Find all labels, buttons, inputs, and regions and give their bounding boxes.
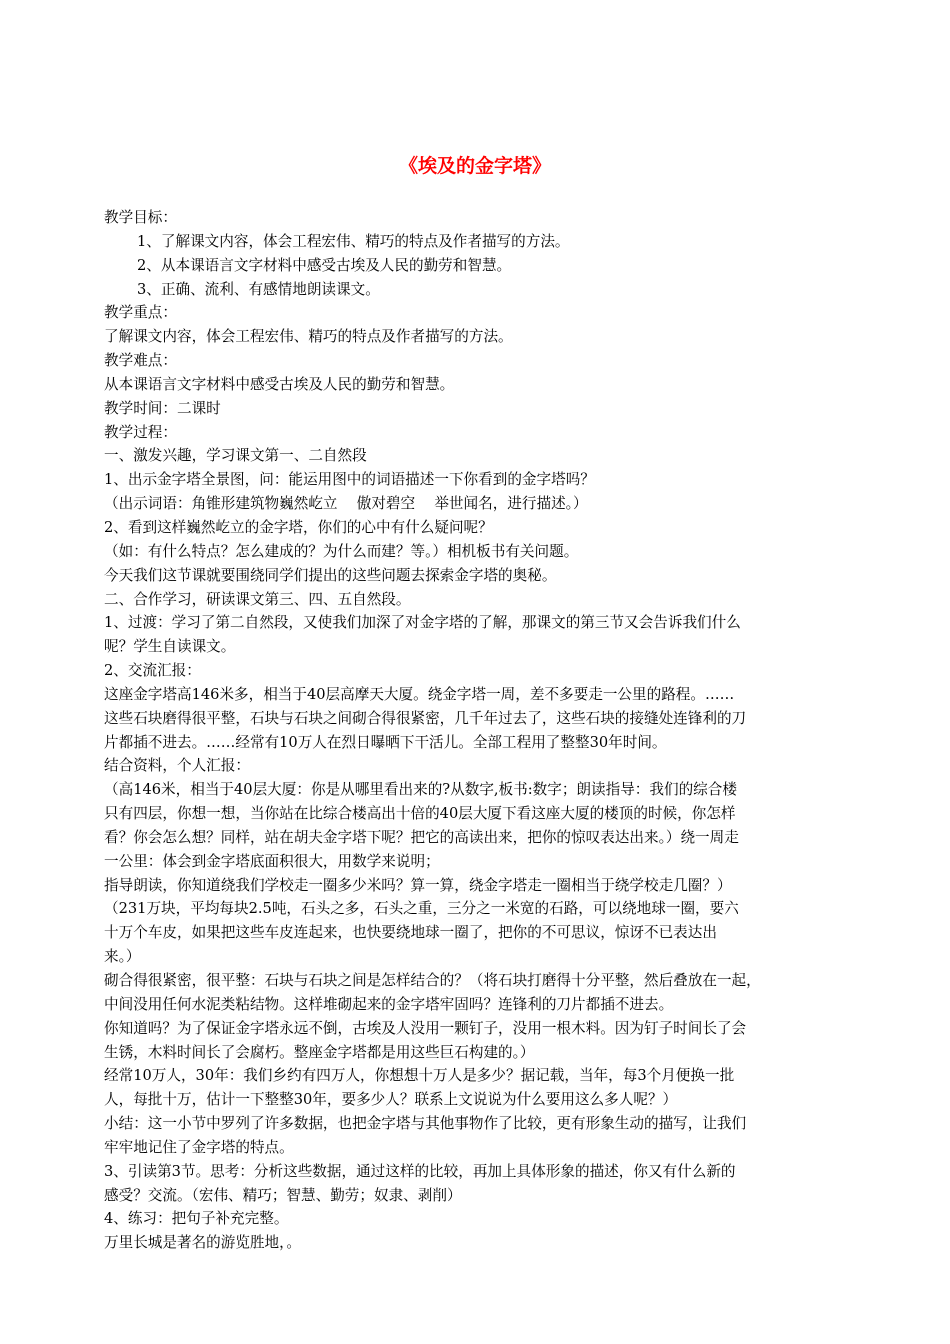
text-line: （出示词语：角锥形建筑物巍然屹立 傲对碧空 举世闻名，进行描述。）: [104, 495, 588, 513]
text-line: 万里长城是著名的游览胜地，。: [104, 1234, 302, 1252]
text-line: 1、过渡：学习了第二自然段，又使我们加深了对金字塔的了解，那课文的第三节又会告诉我们什么: [104, 614, 741, 632]
text-line: 教学过程：: [104, 423, 177, 441]
text-line: 2、从本课语言文字材料中感受古埃及人民的勤劳和智慧。: [137, 256, 512, 274]
text-line: 片都插不进去。……经常有10万人在烈日曝晒下干活儿。全部工程用了整整30年时间。: [104, 733, 667, 751]
text-line: 了解课文内容，体会工程宏伟、精巧的特点及作者描写的方法。: [104, 328, 513, 346]
text-line: 今天我们这节课就要围绕同学们提出的这些问题去探索金字塔的奥秘。: [104, 566, 557, 584]
text-line: 教学难点：: [104, 352, 177, 370]
text-line: （231万块，平均每块2.5吨，石头之多，石头之重，三分之一米宽的石路，可以绕地球一圈，要六: [104, 900, 739, 918]
text-line: 中间没用任何水泥类粘结物。这样堆砌起来的金字塔牢固吗？连锋利的刀片都插不进去。: [104, 995, 674, 1013]
text-line: 2、看到这样巍然屹立的金字塔，你们的心中有什么疑问呢？: [104, 518, 493, 536]
text-line: 小结：这一小节中罗列了许多数据，也把金字塔与其他事物作了比较，更有形象生动的描写，让我们: [104, 1115, 747, 1133]
text-line: 二、合作学习，研读课文第三、四、五自然段。: [104, 590, 411, 608]
text-line: 1、了解课文内容，体会工程宏伟、精巧的特点及作者描写的方法。: [137, 232, 570, 250]
text-line: 砌合得很紧密，很平整：石块与石块之间是怎样结合的？（将石块打磨得十分平整，然后叠放在一起，: [104, 972, 761, 989]
text-line: 教学重点：: [104, 304, 177, 322]
text-line: 只有四层，你想一想，当你站在比综合楼高出十倍的40层大厦下看这座大厦的楼顶的时候，你怎样: [104, 805, 736, 823]
text-line: 2、交流汇报：: [104, 662, 201, 680]
text-line: 呢？学生自读课文。: [104, 638, 236, 656]
text-line: （高146米，相当于40层大厦：你是从哪里看出来的?从数字,板书:数字；朗读指导：我们的综合楼: [104, 781, 737, 799]
text-line: 来。）: [104, 948, 141, 966]
document-body: [104, 206, 856, 1255]
text-line: 看？你会怎么想？同样，站在胡夫金字塔下呢？把它的高读出来，把你的惊叹表达出来。）绕一周走: [104, 828, 739, 846]
text-line: 生锈，木料时间长了会腐朽。整座金字塔都是用这些巨石构建的。）: [104, 1043, 535, 1061]
text-line: （如：有什么特点？怎么建成的？为什么而建？等。）相机板书有关问题。: [104, 542, 579, 560]
text-line: 3、引读第3节。思考：分析这些数据，通过这样的比较，再加上具体形象的描述，你又有什么新的: [104, 1162, 736, 1180]
text-line: 指导朗读，你知道绕我们学校走一圈多少米吗？算一算，绕金字塔走一圈相当于绕学校走几圈？）: [104, 876, 732, 894]
text-line: 一、激发兴趣，学习课文第一、二自然段: [104, 447, 367, 465]
text-line: 这些石块磨得很平整，石块与石块之间砌合得很紧密，几千年过去了，这些石块的接缝处连锋利的刀: [104, 709, 747, 727]
text-line: 经常10万人，30年：我们乡约有四万人，你想想十万人是多少？据记载，当年，每3个月便换一批: [104, 1067, 735, 1085]
document-title: 《埃及的金字塔》: [398, 155, 551, 177]
text-line: 4、练习：把句子补充完整。: [104, 1210, 289, 1228]
text-line: 1、出示金字塔全景图，问：能运用图中的词语描述一下你看到的金字塔吗？: [104, 471, 595, 489]
text-line: 教学时间：二课时: [104, 399, 221, 417]
text-line: 教学目标：: [104, 209, 177, 226]
text-line: 人，每批十万，估计一下整整30年，要多少人？联系上文说说为什么要用这么多人呢？）: [104, 1091, 678, 1109]
text-line: 从本课语言文字材料中感受古埃及人民的勤劳和智慧。: [104, 375, 455, 393]
text-line: 感受？交流。（宏伟、精巧；智慧、勤劳；奴隶、剥削）: [104, 1186, 462, 1204]
text-line: 你知道吗？为了保证金字塔永远不倒，古埃及人没用一颗钉子，没用一根木料。因为钉子时间长了会: [104, 1019, 747, 1037]
text-line: 牢牢地记住了金字塔的特点。: [104, 1138, 294, 1156]
text-line: 这座金字塔高146米多，相当于40层高摩天大厦。绕金字塔一周，差不多要走一公里的路程。……: [104, 685, 735, 703]
text-line: 3、正确、流利、有感情地朗读课文。: [137, 280, 380, 298]
text-line: 一公里：体会到金字塔底面积很大，用数学来说明；: [104, 852, 440, 870]
text-line: 结合资料，个人汇报：: [104, 757, 250, 775]
text-line: 十万个车皮，如果把这些车皮连起来，也快要绕地球一圈了，把你的不可思议，惊讶不已表达出: [104, 924, 717, 942]
